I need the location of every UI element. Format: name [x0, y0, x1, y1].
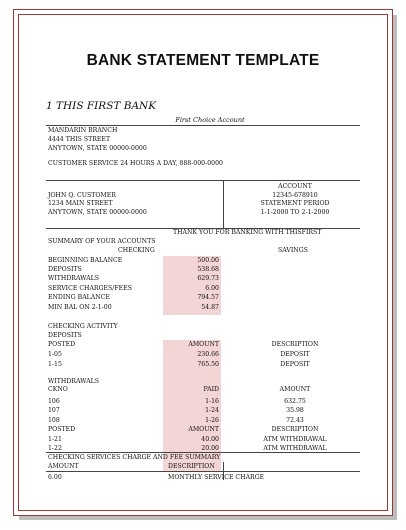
branch-city: ANYTOWN, STATE 00000-0000 [48, 145, 147, 152]
withdrawal-description: ATM WITHDRAWAL [263, 436, 327, 443]
check-number: 107 [48, 407, 60, 414]
deposits-label: DEPOSITS [48, 332, 82, 339]
withdrawal-amount: 20.00 [201, 445, 219, 452]
deposit-description: DEPOSIT [280, 361, 310, 368]
info-rule [46, 180, 360, 181]
check-paid: 1-24 [205, 407, 219, 414]
account-rule [46, 125, 360, 126]
page-shadow-bottom [19, 516, 397, 520]
check-amount: 72.43 [286, 417, 304, 424]
bank-name: 1 THIS FIRST BANK [46, 100, 157, 112]
summary-row-value: 6.00 [205, 285, 219, 292]
account-number: 12345-678910 [272, 192, 318, 199]
deposits-header-description: DESCRIPTION [271, 341, 319, 348]
activity-heading: CHECKING ACTIVITY [48, 323, 118, 330]
customer-service: CUSTOMER SERVICE 24 HOURS A DAY, 888-000-0000 [48, 160, 223, 167]
savings-label: SAVINGS [278, 247, 308, 254]
withdrawals-header-posted: POSTED [48, 426, 76, 433]
deposit-description: DEPOSIT [280, 351, 310, 358]
deposits-header-amount: AMOUNT [188, 341, 219, 348]
withdrawals-header-description: DESCRIPTION [271, 426, 319, 433]
page-title: BANK STATEMENT TEMPLATE [86, 52, 320, 69]
withdrawals-header-amount: AMOUNT [188, 426, 219, 433]
check-number: 106 [48, 398, 60, 405]
withdrawal-posted: 1-22 [48, 445, 62, 452]
summary-row-value: 538.68 [197, 266, 219, 273]
withdrawal-description: ATM WITHDRAWAL [263, 445, 327, 452]
summary-heading: SUMMARY OF YOUR ACCOUNTS [48, 238, 156, 245]
check-number: 108 [48, 417, 60, 424]
checks-header-amount: AMOUNT [279, 386, 311, 393]
summary-row-value: 500.00 [197, 257, 219, 264]
summary-row-label: SERVICE CHARGES/FEES [48, 285, 132, 292]
fee-header-amount: AMOUNT [48, 463, 79, 470]
check-amount: 35.98 [286, 407, 304, 414]
fee-amount: 6.00 [48, 474, 62, 481]
branch-street: 4444 THIS STREET [48, 136, 111, 143]
withdrawal-posted: 1-21 [48, 436, 62, 443]
summary-row-label: MIN BAL ON 2-1-00 [48, 304, 112, 311]
account-divider [223, 180, 224, 228]
summary-row-label: ENDING BALANCE [48, 294, 110, 301]
account-label: ACCOUNT [278, 183, 312, 190]
check-paid: 1-26 [205, 417, 219, 424]
checks-header-ckno: CKNO [48, 386, 68, 393]
summary-row-value: 629.73 [197, 275, 219, 282]
statement-period-label: STATEMENT PERIOD [260, 200, 330, 207]
summary-row-label: WITHDRAWALS [48, 275, 100, 282]
withdrawal-amount: 40.00 [201, 436, 219, 443]
deposit-amount: 765.50 [197, 361, 219, 368]
summary-row-label: DEPOSITS [48, 266, 82, 273]
deposits-header-posted: POSTED [48, 341, 76, 348]
statement-period: 1-1-2000 TO 2-1-2000 [260, 209, 330, 216]
page-shadow-right [393, 15, 397, 520]
check-amount: 632.75 [284, 398, 306, 405]
customer-name: JOHN Q. CUSTOMER [48, 192, 116, 199]
summary-row-value: 794.57 [197, 294, 219, 301]
summary-row-value: 54.87 [201, 304, 219, 311]
check-paid: 1-16 [205, 398, 219, 405]
thank-you-message: THANK YOU FOR BANKING WITH THISFIRST [173, 229, 322, 236]
fee-rule-bottom [46, 471, 360, 472]
fee-header-description: DESCRIPTION [168, 463, 215, 470]
fee-summary-heading: CHECKING SERVICES CHARGE AND FEE SUMMARY [48, 454, 221, 461]
summary-row-label: BEGINNING BALANCE [48, 257, 123, 264]
deposit-amount: 230.66 [197, 351, 219, 358]
account-name: First Choice Account [175, 116, 245, 124]
deposit-posted: 1-15 [48, 361, 62, 368]
checking-label: CHECKING [118, 247, 155, 254]
customer-city: ANYTOWN, STATE 00000-0000 [48, 209, 147, 216]
withdrawals-label: WITHDRAWALS [48, 378, 100, 385]
customer-street: 1234 MAIN STREET [48, 200, 113, 207]
branch-name: MANDARIN BRANCH [48, 127, 118, 134]
checks-header-paid: PAID [203, 386, 219, 393]
fee-description: MONTHLY SERVICE CHARGE [168, 474, 265, 481]
deposit-posted: 1-05 [48, 351, 62, 358]
